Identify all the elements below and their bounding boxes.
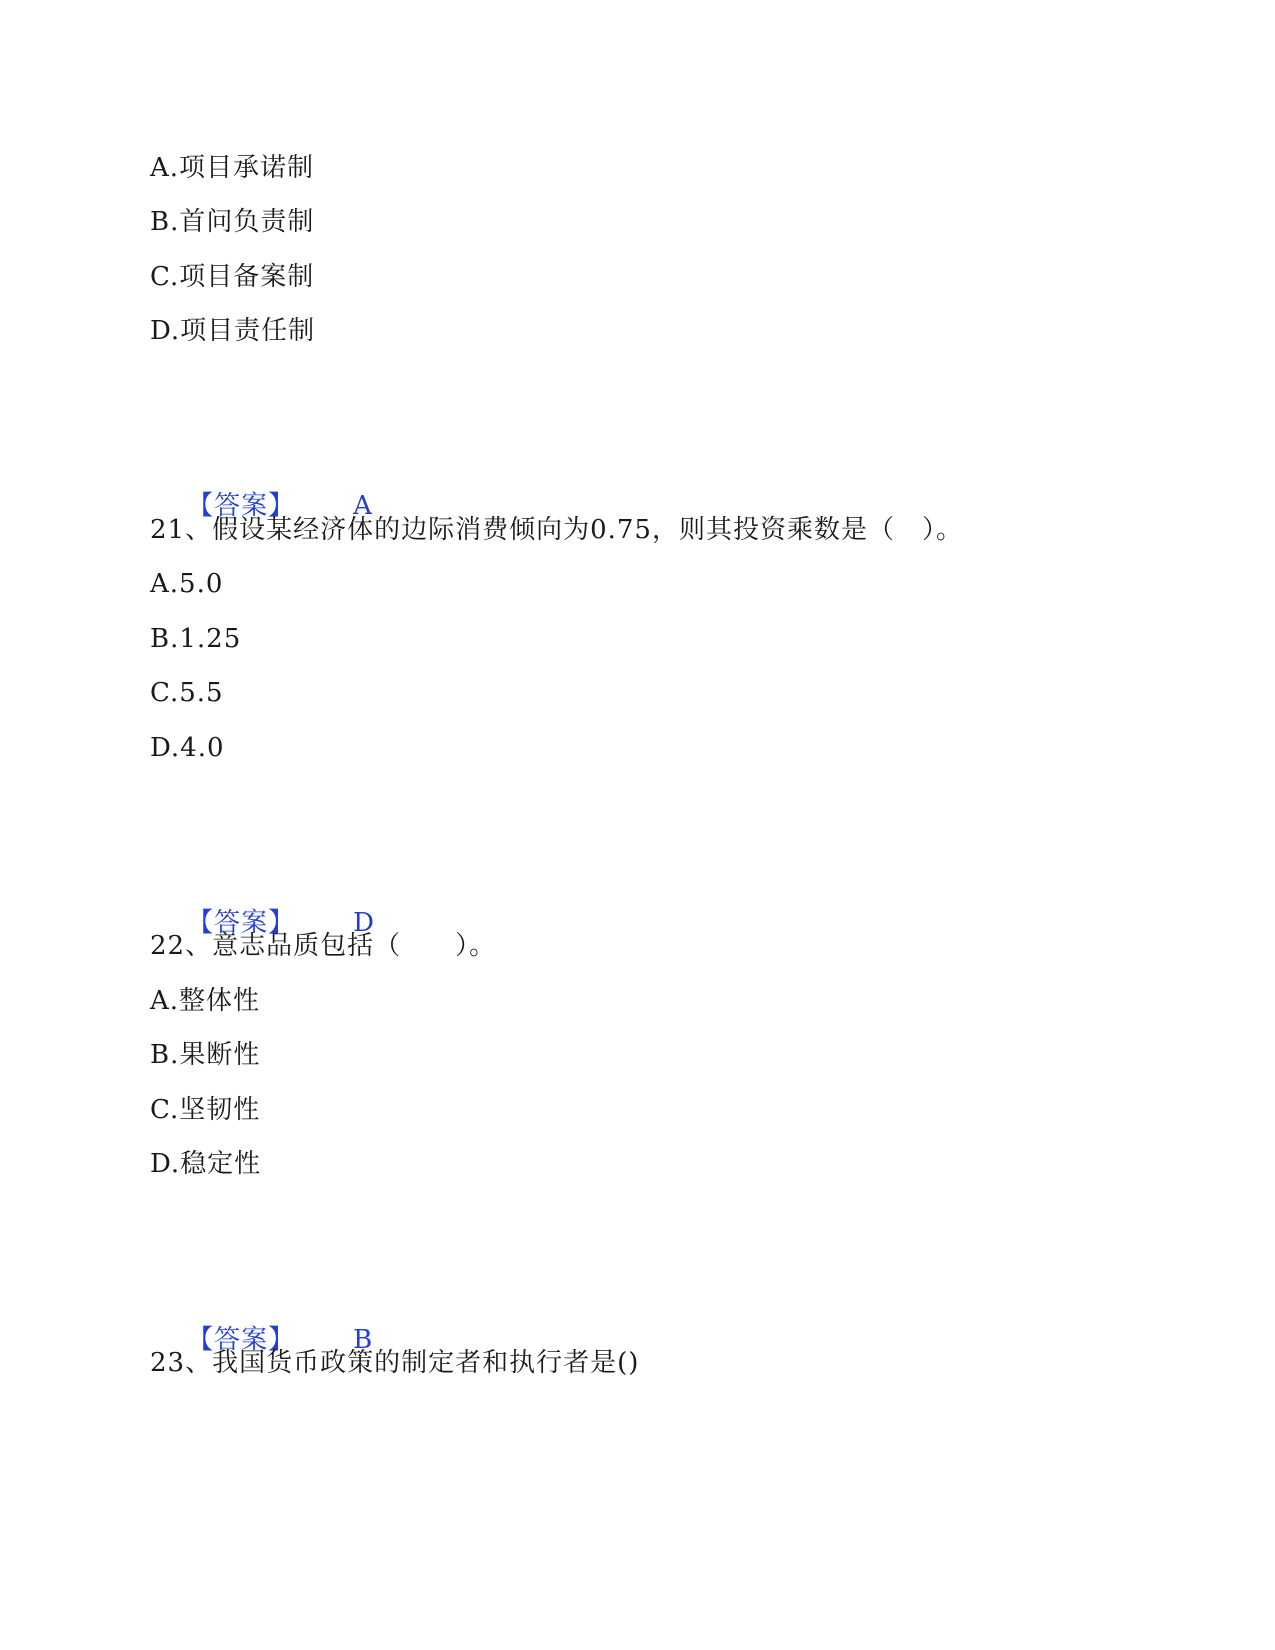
answer-label: 【答案】 [187,1325,296,1355]
question-22: 22、意志品质包括（ ）。 [150,931,497,961]
q22-option-d: D.稳定性 [150,1149,262,1179]
answer-label: 【答案】 [187,491,296,521]
q21-option-c: C.5.5 [150,678,224,708]
answer-value: A [353,491,373,521]
option-c: C.项目备案制 [150,262,315,292]
q21-option-d: D.4.0 [150,733,225,763]
question-23: 23、我国货币政策的制定者和执行者是() [150,1348,640,1378]
q22-option-c: C.坚韧性 [150,1095,261,1125]
q21-option-a: A.5.0 [150,569,224,599]
q22-option-b: B.果断性 [150,1040,261,1070]
answer-value: B [353,1325,374,1355]
answer-label: 【答案】 [187,908,296,938]
question-21: 21、假设某经济体的边际消费倾向为0.75，则其投资乘数是（ ）。 [150,515,963,545]
q22-option-a: A.整体性 [150,986,261,1016]
option-b: B.首问负责制 [150,207,315,237]
q21-option-b: B.1.25 [150,624,242,654]
option-a: A.项目承诺制 [150,153,315,183]
option-d: D.项目责任制 [150,316,316,346]
answer-value: D [353,908,375,938]
